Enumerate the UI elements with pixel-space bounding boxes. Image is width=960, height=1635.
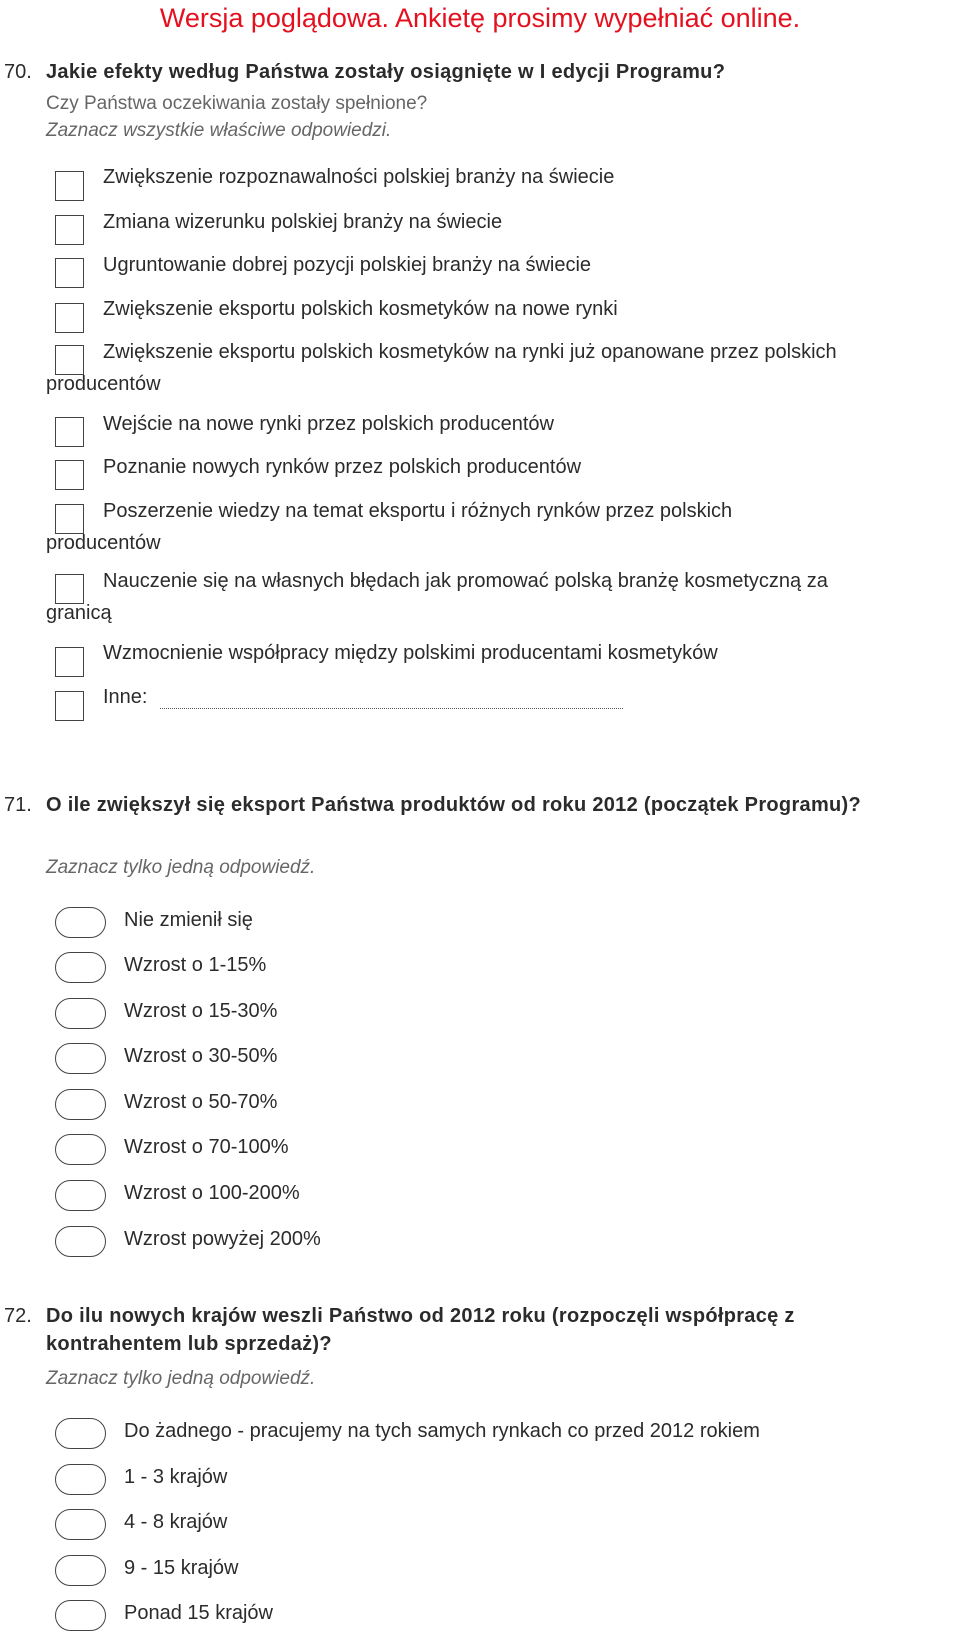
option-label: Zwiększenie eksportu polskich kosmetyków na nowe rynki — [103, 298, 618, 320]
radio-button[interactable] — [55, 1226, 106, 1257]
checkbox[interactable] — [55, 215, 84, 245]
radio-button[interactable] — [55, 1089, 106, 1120]
question-number: 70. — [4, 61, 32, 83]
checkbox[interactable] — [55, 647, 84, 677]
option-label-continued: granicą — [46, 602, 112, 624]
option-label: Zmiana wizerunku polskiej branży na świecie — [103, 211, 503, 233]
option-label: 1 - 3 krajów — [124, 1466, 228, 1488]
option-label: Poszerzenie wiedzy na temat eksportu i różnych rynków przez polskich — [103, 500, 733, 522]
radio-button[interactable] — [55, 1043, 106, 1074]
option-label: Wzrost o 30-50% — [124, 1045, 278, 1067]
other-text-line[interactable] — [160, 708, 623, 709]
radio-button[interactable] — [55, 1509, 106, 1540]
option-label: Wzrost o 1-15% — [124, 954, 267, 976]
option-label: Wzrost o 70-100% — [124, 1136, 289, 1158]
option-label: Do żadnego - pracujemy na tych samych rynkach co przed 2012 rokiem — [124, 1420, 760, 1442]
option-label: Inne: — [103, 686, 148, 708]
preview-banner: Wersja poglądowa. Ankietę prosimy wypełniać online. — [159, 3, 801, 33]
question-title: O ile zwiększył się eksport Państwa produktów od roku 2012 (początek Programu)? — [46, 794, 862, 816]
option-label: 4 - 8 krajów — [124, 1511, 228, 1533]
checkbox[interactable] — [55, 460, 84, 490]
option-label-continued: producentów — [46, 373, 161, 395]
question-instruction: Zaznacz tylko jedną odpowiedź. — [46, 857, 316, 878]
option-label: Zwiększenie eksportu polskich kosmetyków na rynki już opanowane przez polskich — [103, 341, 837, 363]
option-label: 9 - 15 krajów — [124, 1557, 239, 1579]
checkbox[interactable] — [55, 691, 84, 721]
option-label-continued: producentów — [46, 532, 161, 554]
option-label: Wzmocnienie współpracy między polskimi producentami kosmetyków — [103, 642, 718, 664]
radio-button[interactable] — [55, 1180, 106, 1211]
option-label: Wzrost o 15-30% — [124, 1000, 278, 1022]
option-label: Wzrost o 50-70% — [124, 1091, 278, 1113]
question-title: Jakie efekty według Państwa zostały osiągnięte w I edycji Programu? — [46, 61, 726, 83]
option-label: Zwiększenie rozpoznawalności polskiej branży na świecie — [103, 166, 615, 188]
radio-button[interactable] — [55, 1555, 106, 1586]
question-instruction: Zaznacz tylko jedną odpowiedź. — [46, 1368, 316, 1389]
radio-button[interactable] — [55, 952, 106, 983]
question-number: 72. — [4, 1305, 32, 1327]
option-label: Ugruntowanie dobrej pozycji polskiej branży na świecie — [103, 254, 592, 276]
option-label: Wejście na nowe rynki przez polskich producentów — [103, 413, 554, 435]
question-subtitle: Czy Państwa oczekiwania zostały spełnione? — [46, 93, 428, 114]
radio-button[interactable] — [55, 998, 106, 1029]
radio-button[interactable] — [55, 1134, 106, 1165]
radio-button[interactable] — [55, 1464, 106, 1495]
option-label: Poznanie nowych rynków przez polskich producentów — [103, 456, 582, 478]
option-label: Wzrost powyżej 200% — [124, 1228, 321, 1250]
radio-button[interactable] — [55, 1600, 106, 1631]
option-label: Ponad 15 krajów — [124, 1602, 273, 1624]
option-label: Wzrost o 100-200% — [124, 1182, 300, 1204]
option-label: Nie zmienił się — [124, 909, 253, 931]
radio-button[interactable] — [55, 1418, 106, 1449]
checkbox[interactable] — [55, 171, 84, 201]
question-instruction: Zaznacz wszystkie właściwe odpowiedzi. — [46, 120, 392, 141]
checkbox[interactable] — [55, 258, 84, 288]
question-title: Do ilu nowych krajów weszli Państwo od 2012 roku (rozpoczęli współpracę z kontrahentem lub sprzedaż)? — [46, 1305, 795, 1355]
question-number: 71. — [4, 794, 32, 816]
checkbox[interactable] — [55, 303, 84, 333]
radio-button[interactable] — [55, 907, 106, 938]
option-label: Nauczenie się na własnych błędach jak promować polską branżę kosmetyczną za — [103, 570, 828, 592]
checkbox[interactable] — [55, 417, 84, 447]
